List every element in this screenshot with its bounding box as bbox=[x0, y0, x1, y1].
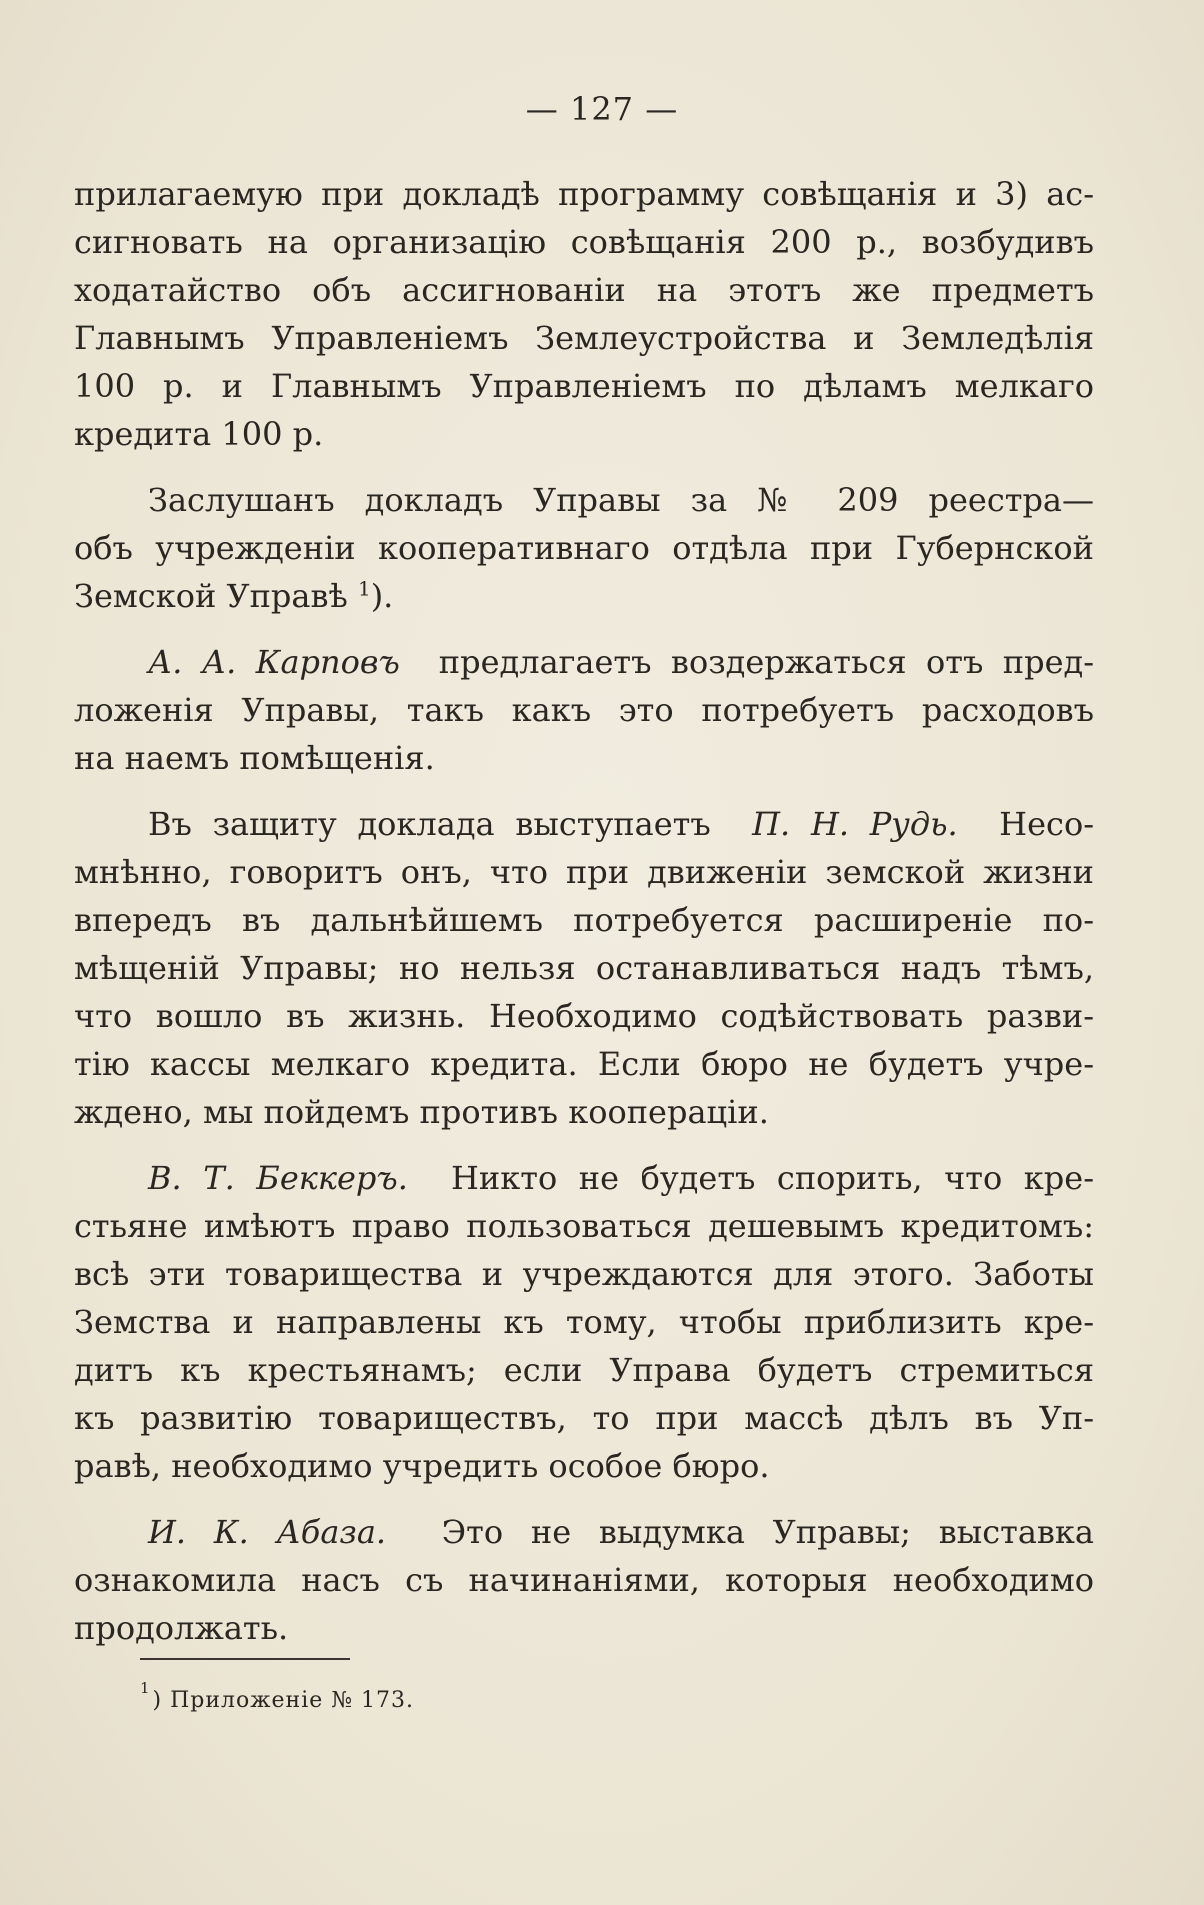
text-line: ознакомила насъ съ начинаніями, которыя необходимо bbox=[74, 1561, 1094, 1599]
paragraph-bekker bbox=[74, 1154, 1094, 1490]
text-line: равѣ, необходимо учредить особое бюро. bbox=[74, 1447, 770, 1485]
text-line: ходатайство объ ассигнованіи на этотъ же предметъ bbox=[74, 271, 1094, 309]
text-line: ждено, мы пойдемъ противъ коопераціи. bbox=[74, 1093, 769, 1131]
body-text bbox=[74, 170, 1094, 1670]
text-line: объ учрежденіи кооперативнаго отдѣла при Губернской bbox=[74, 529, 1094, 567]
text-line: сигновать на организацію совѣщанія 200 р., возбудивъ bbox=[74, 223, 1094, 261]
text-fragment: Несо- bbox=[999, 805, 1095, 843]
text-line: тію кассы мелкаго кредита. Если бюро не будетъ учре- bbox=[74, 1045, 1094, 1083]
text-line: Главнымъ Управленіемъ Землеустройства и Земледѣлія bbox=[74, 319, 1094, 357]
paragraph-budget-allocation bbox=[74, 170, 1094, 458]
footnote-divider bbox=[140, 1658, 350, 1660]
text-fragment: Это не выдумка Управы; выставка bbox=[441, 1513, 1095, 1551]
text-line: мнѣнно, говоритъ онъ, что при движеніи земской жизни bbox=[74, 853, 1094, 891]
page-number: — 127 — bbox=[525, 90, 679, 128]
footnote bbox=[140, 1679, 415, 1713]
text-line: что вошло въ жизнь. Необходимо содѣйствовать разви- bbox=[74, 997, 1094, 1035]
text-line bbox=[74, 800, 1094, 848]
text-line: прилагаемую при докладѣ программу совѣщанія и 3) ас- bbox=[74, 175, 1094, 213]
paragraph-report-209 bbox=[74, 476, 1094, 620]
text-line: на наемъ помѣщенія. bbox=[74, 739, 435, 777]
footnote-text: ) Приложеніе № 173. bbox=[152, 1688, 415, 1713]
text-fragment: Земской Управѣ bbox=[74, 577, 348, 615]
text-line: 100 р. и Главнымъ Управленіемъ по дѣламъ мелкаго bbox=[74, 367, 1094, 405]
paragraph-rud bbox=[74, 800, 1094, 1136]
speaker-name: И. К. Абаза. bbox=[148, 1513, 387, 1551]
footnote-mark: 1 bbox=[140, 1679, 151, 1697]
text-line: всѣ эти товарищества и учреждаются для этого. Заботы bbox=[74, 1255, 1094, 1293]
text-line: кредита 100 р. bbox=[74, 415, 324, 453]
text-line: ложенія Управы, такъ какъ это потребуетъ расходовъ bbox=[74, 691, 1094, 729]
speaker-name: П. Н. Рудь. bbox=[752, 805, 958, 843]
text-fragment: ). bbox=[370, 577, 394, 615]
text-line bbox=[74, 1508, 1094, 1556]
text-line bbox=[74, 638, 1094, 686]
text-fragment: Никто не будетъ спорить, что кре- bbox=[451, 1159, 1095, 1197]
footnote-reference[interactable]: 1 bbox=[357, 576, 371, 601]
text-fragment: предлагаетъ воздержаться отъ пред- bbox=[438, 643, 1095, 681]
text-line: впередъ въ дальнѣйшемъ потребуется расширеніе по- bbox=[74, 901, 1094, 939]
text-line: Земства и направлены къ тому, чтобы приблизить кре- bbox=[74, 1303, 1094, 1341]
speaker-name: В. Т. Беккеръ. bbox=[148, 1159, 408, 1197]
text-fragment: Въ защиту доклада выступаетъ bbox=[148, 805, 711, 843]
text-line: продолжать. bbox=[74, 1609, 289, 1647]
text-line: мѣщеній Управы; но нельзя останавливаться надъ тѣмъ, bbox=[74, 949, 1094, 987]
speaker-name: А. А. Карповъ bbox=[148, 643, 400, 681]
text-line: стьяне имѣютъ право пользоваться дешевымъ кредитомъ: bbox=[74, 1207, 1094, 1245]
text-line bbox=[74, 1154, 1094, 1202]
text-line: Заслушанъ докладъ Управы за № 209 реестра— bbox=[148, 481, 1094, 519]
text-line: дитъ къ крестьянамъ; если Управа будетъ стремиться bbox=[74, 1351, 1094, 1389]
paragraph-abaza bbox=[74, 1508, 1094, 1652]
paragraph-karpov bbox=[74, 638, 1094, 782]
text-line: къ развитію товариществъ, то при массѣ дѣлъ въ Уп- bbox=[74, 1399, 1094, 1437]
text-line bbox=[74, 572, 1094, 620]
